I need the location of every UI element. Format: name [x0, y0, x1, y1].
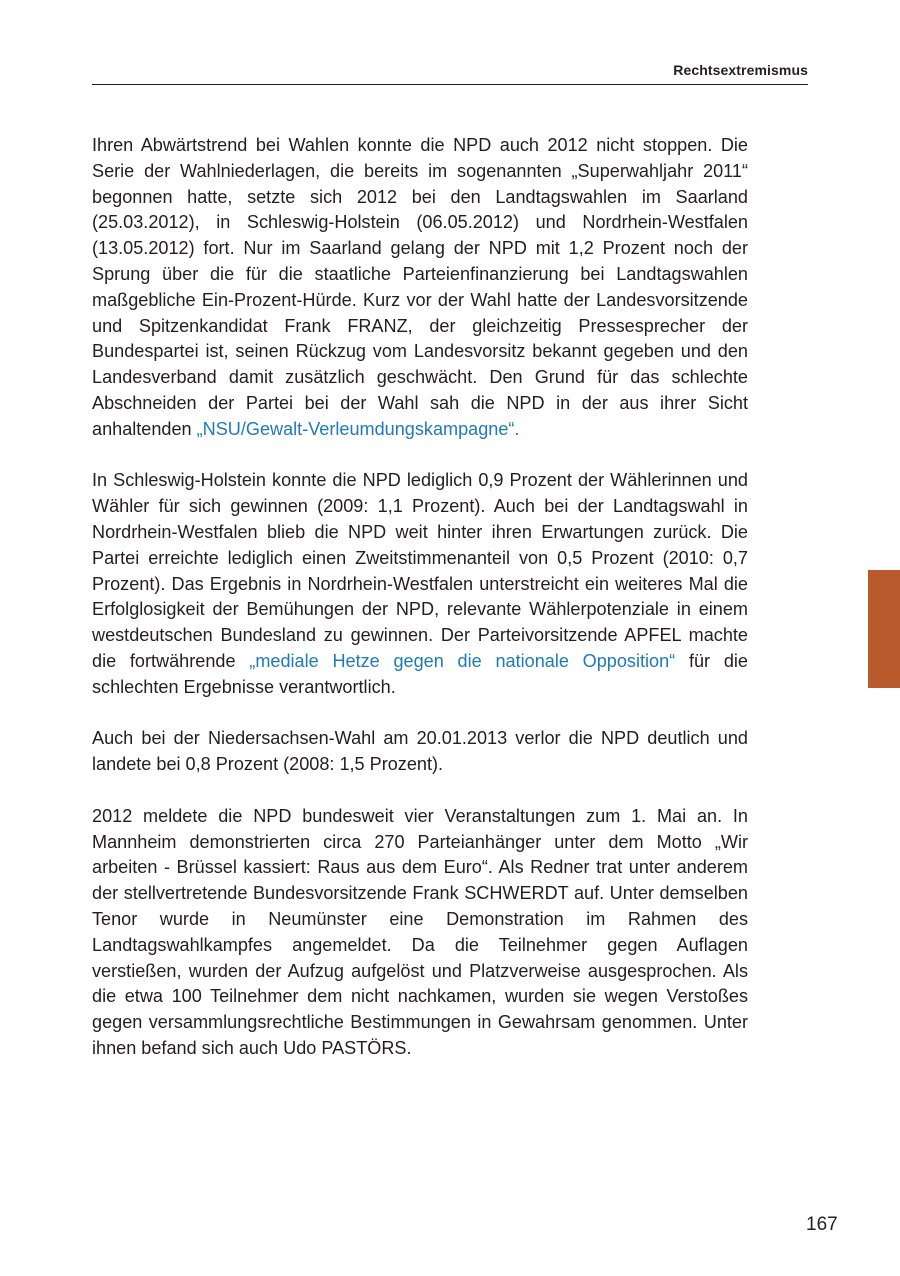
paragraph-3-text: Auch bei der Niedersachsen-Wahl am 20.01.2013 verlor die NPD deutlich und landete bei 0,8 Prozent (2008: 1,5 Prozent).	[92, 728, 748, 775]
running-header-title: Rechtsextremismus	[673, 62, 808, 78]
header-rule	[92, 84, 808, 85]
paragraph-1-text: Ihren Abwärtstrend bei Wahlen konnte die NPD auch 2012 nicht stoppen. Die Serie der Wahlniederlagen, die bereits im sogenannten „Superwahljahr 2011“ begonnen hatte, setzte sich 2012 bei den Landtagswahlen im Saarland (25.03.2012), in Schleswig-Holstein (06.05.2012) und Nordrhein-Westfalen (13.05.2012) fort. Nur im Saarland gelang der NPD mit 1,2 Prozent noch der Sprung über die für die staatliche Parteienfinanzierung bei Landtagswahlen maßgebliche Ein-Prozent-Hürde. Kurz vor der Wahl hatte der Landesvorsitzende und Spitzenkandidat Frank FRANZ, der gleichzeitig Pressesprecher der Bundespartei ist, seinen Rückzug vom Landesvorsitz bekannt gegeben und den Landesverband damit zusätzlich geschwächt. Den Grund für das schlechte Abschneiden der Partei bei der Wahl sah die NPD in der aus ihrer Sicht anhaltenden	[92, 135, 748, 439]
paragraph-1	[92, 133, 748, 443]
paragraph-4-text: 2012 meldete die NPD bundesweit vier Veranstaltungen zum 1. Mai an. In Mannheim demonstrierten circa 270 Parteianhänger unter dem Motto „Wir arbeiten - Brüssel kassiert: Raus aus dem Euro“. Als Redner trat unter anderem der stellvertretende Bundesvorsitzende Frank SCHWERDT auf. Unter demselben Tenor wurde in Neumünster eine Demonstration im Rahmen des Landtagswahlkampfes angemeldet. Da die Teilnehmer gegen Auflagen verstießen, wurden der Aufzug aufgelöst und Platzverweise ausgesprochen. Als die etwa 100 Teilnehmer dem nicht nachkamen, wurden sie wegen Verstoßes gegen versammlungsrechtliche Bestimmungen in Gewahrsam genommen. Unter ihnen befand sich auch Udo PASTÖRS.	[92, 805, 748, 1058]
paragraph-4	[92, 804, 748, 1062]
media-agitation-link[interactable]: „mediale Hetze gegen die nationale Opposition“	[249, 650, 676, 671]
chapter-tab-marker	[868, 570, 900, 688]
paragraph-2	[92, 468, 748, 700]
paragraph-3	[92, 726, 748, 778]
page-number: 167	[806, 1214, 838, 1235]
paragraph-2-after: für die schlechten Ergebnisse verantwortlich.	[92, 650, 748, 697]
nsu-campaign-link[interactable]: „NSU/Gewalt-Verleumdungskampagne“.	[196, 418, 520, 439]
body-text	[92, 133, 748, 1087]
paragraph-2-text: In Schleswig-Holstein konnte die NPD lediglich 0,9 Prozent der Wählerinnen und Wähler für sich gewinnen (2009: 1,1 Prozent). Auch bei der Landtagswahl in Nordrhein-Westfalen blieb die NPD weit hinter ihren Erwartungen zurück. Die Partei erreichte lediglich einen Zweitstimmenanteil von 0,5 Prozent (2010: 0,7 Prozent). Das Ergebnis in Nordrhein-Westfalen unterstreicht ein weiteres Mal die Erfolglosigkeit der Bemühungen der NPD, relevante Wählerpotenziale in einem westdeutschen Bundesland zu gewinnen. Der Parteivorsitzende APFEL machte die fortwährende	[92, 470, 748, 671]
